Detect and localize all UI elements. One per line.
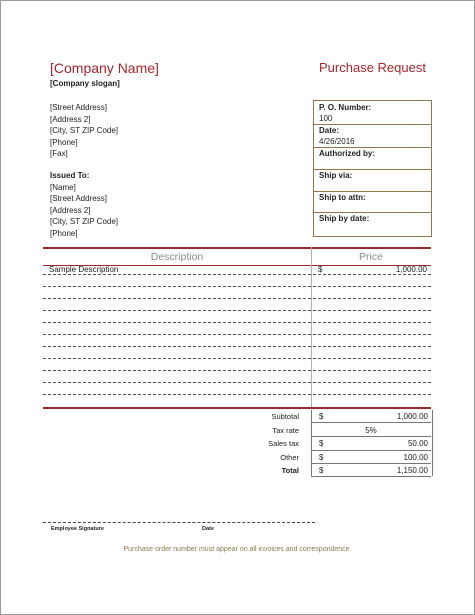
sales-tax-currency: $ bbox=[319, 439, 324, 448]
address-phone: [Phone] bbox=[50, 137, 78, 147]
issued-to-label: Issued To: bbox=[50, 171, 90, 180]
issued-to-phone: [Phone] bbox=[50, 228, 78, 238]
issued-to-block bbox=[50, 170, 118, 239]
issued-to-city: [City, ST ZIP Code] bbox=[50, 217, 119, 226]
sales-tax-value: 50.00 bbox=[407, 439, 428, 448]
ship-to-attn-label: Ship to attn: bbox=[319, 193, 366, 202]
company-slogan: [Company slogan] bbox=[50, 79, 120, 88]
address-line2: [Address 2] bbox=[50, 114, 91, 124]
po-number-label: P. O. Number: bbox=[319, 103, 372, 112]
subtotal-value: 1,000.00 bbox=[396, 412, 428, 421]
items-table bbox=[43, 247, 431, 412]
other-value: 100.00 bbox=[403, 453, 428, 462]
po-number-value: 100 bbox=[319, 114, 333, 123]
issued-to-street: [Street Address] bbox=[50, 194, 107, 203]
footer-note: Purchase order number must appear on all invoices and correspondence. bbox=[123, 546, 352, 553]
address-city: [City, ST ZIP Code] bbox=[50, 126, 119, 135]
authorized-by-label: Authorized by: bbox=[319, 149, 375, 158]
signature-line bbox=[43, 522, 315, 523]
item-description: Sample Description bbox=[49, 265, 119, 274]
date-value: 4/26/2016 bbox=[319, 137, 355, 146]
total-value: 1,150.00 bbox=[396, 466, 428, 475]
document-title: Purchase Request bbox=[319, 60, 426, 75]
tax-rate-value: 5% bbox=[365, 426, 377, 435]
address-fax: [Fax] bbox=[50, 149, 68, 158]
total-label: Total bbox=[281, 466, 299, 475]
subtotal-label: Subtotal bbox=[271, 412, 299, 421]
date-label: Date: bbox=[319, 126, 340, 135]
employee-signature-label: Employee Signature bbox=[51, 526, 104, 532]
price-header: Price bbox=[359, 251, 383, 263]
tax-rate-label: Tax rate bbox=[272, 426, 299, 435]
signature-date-label: Date bbox=[202, 526, 214, 532]
subtotal-currency: $ bbox=[319, 412, 324, 421]
items-header bbox=[43, 247, 431, 266]
address-street: [Street Address] bbox=[50, 103, 107, 112]
description-header: Description bbox=[150, 251, 204, 263]
issued-to-name: [Name] bbox=[50, 182, 76, 192]
company-address bbox=[50, 102, 118, 160]
item-price: 1,000.00 bbox=[395, 265, 427, 274]
total-currency: $ bbox=[319, 466, 324, 475]
issued-to-address2: [Address 2] bbox=[50, 205, 91, 215]
other-label: Other bbox=[280, 453, 299, 462]
other-currency: $ bbox=[319, 453, 324, 462]
item-currency: $ bbox=[318, 265, 323, 274]
ship-by-date-label: Ship by date: bbox=[319, 214, 370, 223]
order-info-box bbox=[313, 100, 432, 237]
sales-tax-label: Sales tax bbox=[268, 439, 299, 448]
ship-via-label: Ship via: bbox=[319, 171, 353, 180]
company-name: [Company Name] bbox=[50, 60, 159, 76]
